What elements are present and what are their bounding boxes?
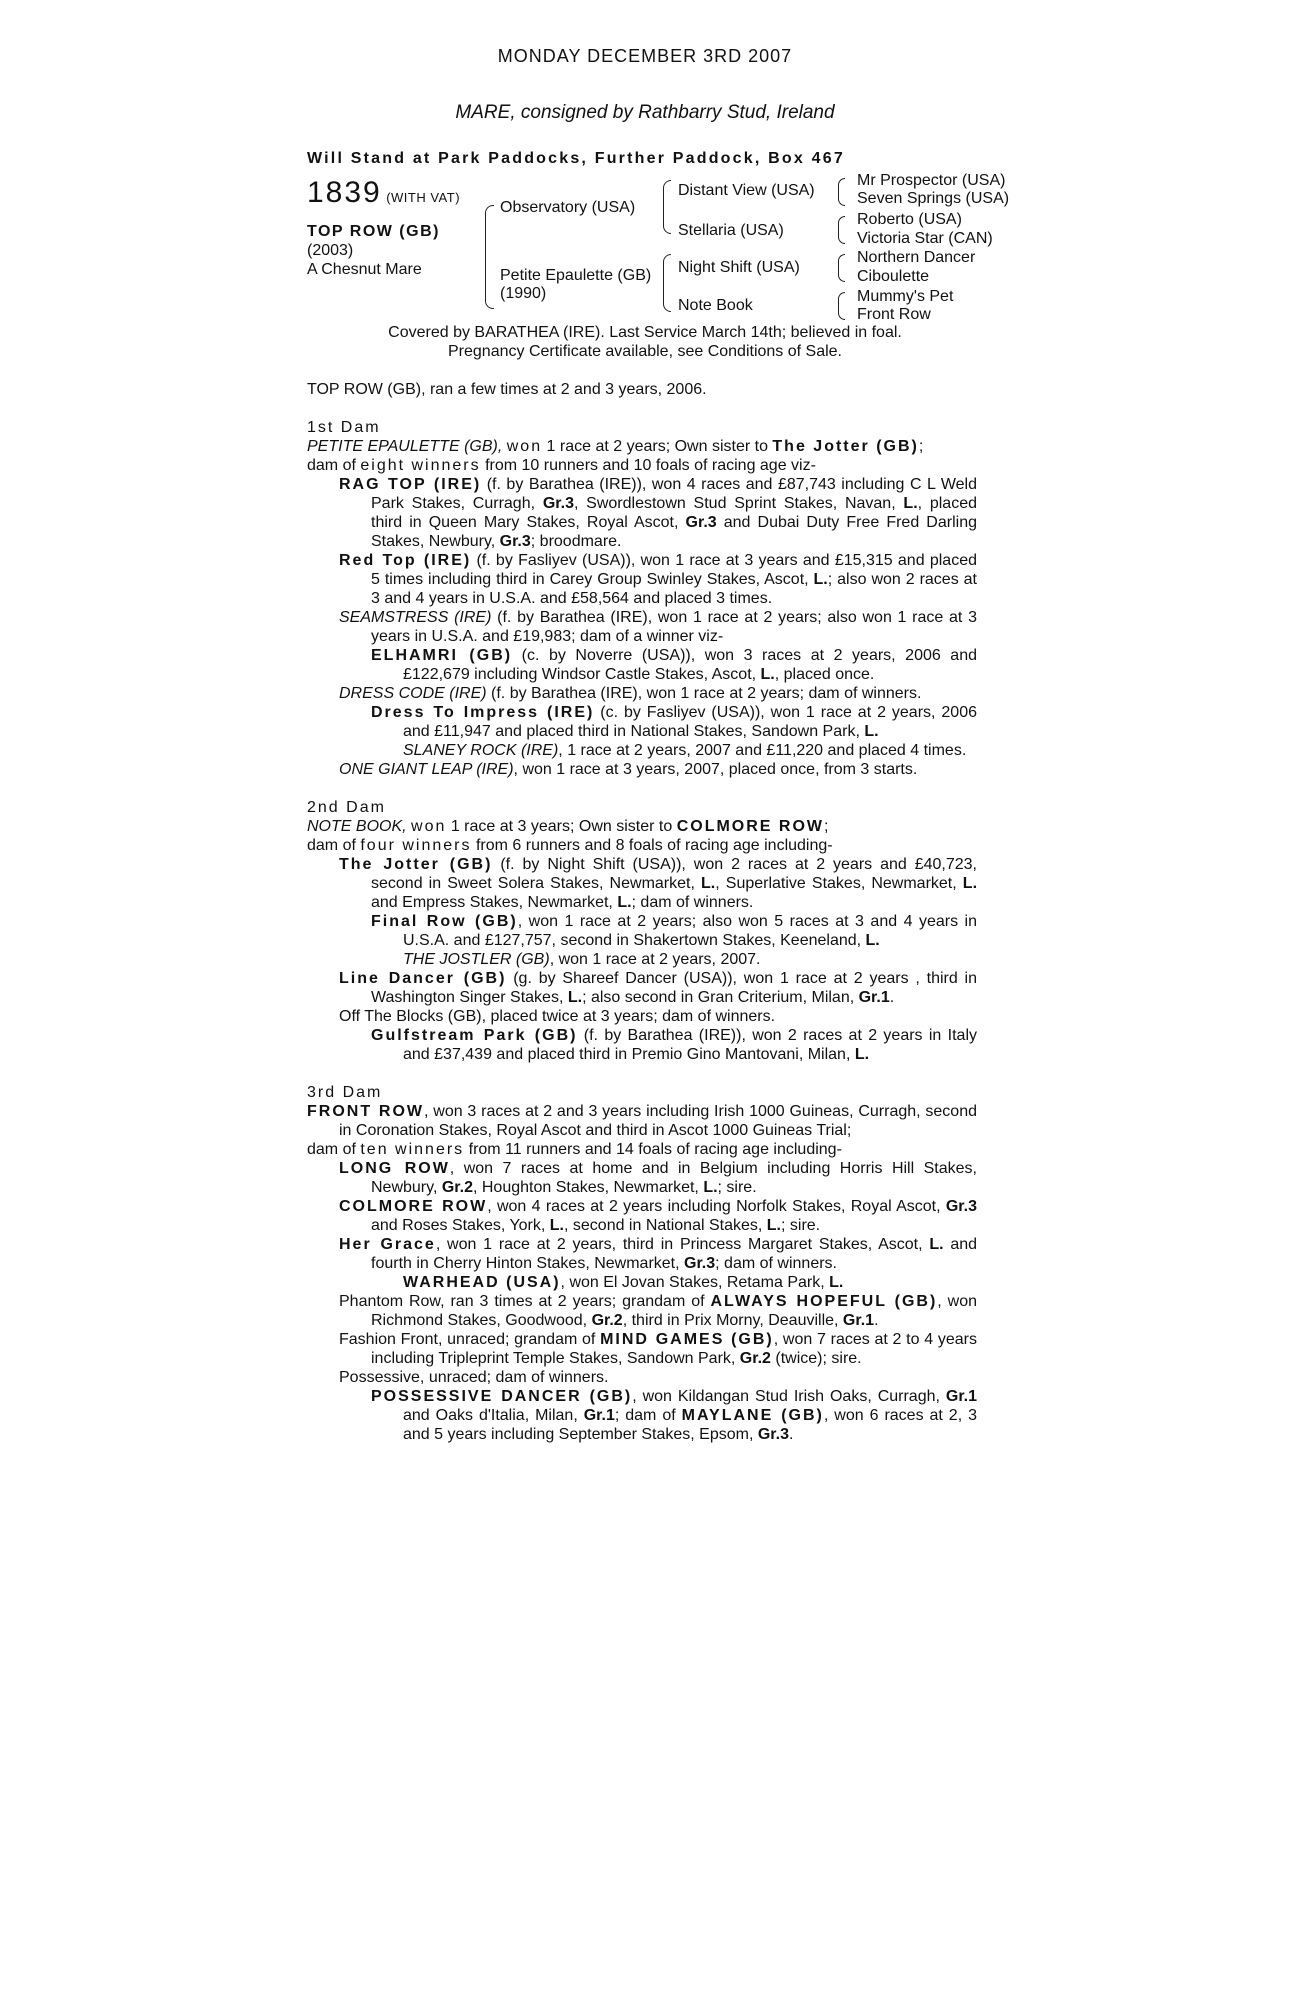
- dam2-entry-final-row: Final Row (GB), won 1 race at 2 years; also won 5 races at 3 and 4 years in U.S.A. and £127,757, second in Shakertown Stakes, Keeneland, L.: [371, 913, 978, 949]
- dam3-entry-her-grace: Her Grace, won 1 race at 2 years, third in Princess Margaret Stakes, Ascot, L. and fourth in Cherry Hinton Stakes, Newmarket, Gr.3; dam of winners.: [339, 1236, 978, 1272]
- catalogue-body: [307, 380, 977, 1444]
- pedigree-gen3-5: Northern Dancer: [857, 249, 976, 266]
- dam2-heading: 2nd Dam: [307, 799, 386, 816]
- race-record: TOP ROW (GB), ran a few times at 2 and 3 years, 2006.: [307, 381, 707, 398]
- brace-gen3-a: [838, 178, 845, 206]
- dam3-entry-phantom-row: Phantom Row, ran 3 times at 2 years; grandam of ALWAYS HOPEFUL (GB), won Richmond Stakes, Goodwood, Gr.2, third in Prix Morny, Deauville, Gr.1.: [339, 1293, 978, 1329]
- dam1-entry-seamstress: SEAMSTRESS (IRE) (f. by Barathea (IRE), won 1 race at 2 years; also won 1 race at 3 years in U.S.A. and £19,983; dam of a winner viz-: [339, 609, 978, 645]
- brace-gen2-a: [663, 180, 671, 234]
- brace-gen3-b: [838, 216, 845, 244]
- dam1-entry-red-top: Red Top (IRE) (f. by Fasliyev (USA)), won 1 race at 3 years and £15,315 and placed 5 times including third in Carey Group Swinley Stakes, Ascot, L.; also won 2 races at 3 and 4 years in U.S.A. and £58,564 and placed 3 times.: [339, 552, 977, 607]
- dam1-line1: PETITE EPAULETTE (GB), won 1 race at 2 years; Own sister to The Jotter (GB);: [307, 438, 924, 455]
- pedigree-gen3-3: Roberto (USA): [857, 211, 962, 228]
- dam3-entry-possessive-dancer: POSSESSIVE DANCER (GB), won Kildangan Stud Irish Oaks, Curragh, Gr.1 and Oaks d'Italia, Milan, Gr.1; dam of MAYLANE (GB), won 6 races at 2, 3 and 5 years including September Stakes, Epsom, Gr.3.: [371, 1388, 978, 1443]
- horse-name: TOP ROW (GB): [307, 223, 440, 240]
- dam3-entry-long-row: LONG ROW, won 7 races at home and in Belgium including Horris Hill Stakes, Newbury, Gr.2, Houghton Stakes, Newmarket, L.; sire.: [339, 1160, 977, 1196]
- dam3-entry-fashion-front: Fashion Front, unraced; grandam of MIND GAMES (GB), won 7 races at 2 to 4 years including Tripleprint Temple Stakes, Sandown Park, Gr.2 (twice); sire.: [339, 1331, 977, 1367]
- vat-note: (WITH VAT): [386, 190, 461, 205]
- pedigree-dam-year: (1990): [500, 285, 547, 302]
- dam3-entry-possessive: Possessive, unraced; dam of winners.: [339, 1369, 609, 1386]
- dam1-entry-one-giant-leap: ONE GIANT LEAP (IRE), won 1 race at 3 years, 2007, placed once, from 3 starts.: [339, 761, 918, 778]
- dam2-line1: NOTE BOOK, won 1 race at 3 years; Own sister to COLMORE ROW;: [307, 818, 829, 835]
- sale-date: MONDAY DECEMBER 3RD 2007: [497, 46, 793, 66]
- dam1-heading: 1st Dam: [307, 419, 381, 436]
- dam2-line2: dam of four winners from 6 runners and 8 foals of racing age including-: [307, 837, 833, 854]
- pedigree-gen3-2: Seven Springs (USA): [857, 190, 1010, 207]
- dam1-line2: dam of eight winners from 10 runners and 10 foals of racing age viz-: [307, 457, 816, 474]
- dam3-line2: dam of ten winners from 11 runners and 14 foals of racing age including-: [307, 1141, 842, 1158]
- dam1-entry-slaney-rock: SLANEY ROCK (IRE), 1 race at 2 years, 2007 and £11,220 and placed 4 times.: [403, 742, 967, 759]
- pedigree-sire: Observatory (USA): [500, 199, 636, 216]
- pedigree-gen2-1: Distant View (USA): [678, 182, 815, 199]
- dam3-heading: 3rd Dam: [307, 1084, 383, 1101]
- pedigree-gen3-8: Front Row: [857, 306, 931, 323]
- brace-gen3-d: [838, 292, 845, 320]
- lot-number: 1839: [307, 176, 382, 209]
- dam3-line1: FRONT ROW, won 3 races at 2 and 3 years including Irish 1000 Guineas, Curragh, second in Coronation Stakes, Royal Ascot and third in Ascot 1000 Guineas Trial;: [307, 1103, 977, 1139]
- horse-year: (2003): [307, 242, 354, 259]
- horse-description: A Chesnut Mare: [307, 261, 422, 278]
- pedigree-gen3-1: Mr Prospector (USA): [857, 172, 1006, 189]
- pedigree-gen2-4: Note Book: [678, 297, 753, 314]
- dam1-entry-dress-code: DRESS CODE (IRE) (f. by Barathea (IRE), won 1 race at 2 years; dam of winners.: [339, 685, 922, 702]
- brace-gen1: [485, 205, 494, 309]
- brace-gen2-b: [663, 254, 671, 312]
- pedigree-gen2-2: Stellaria (USA): [678, 222, 784, 239]
- dam1-entry-rag-top: RAG TOP (IRE) (f. by Barathea (IRE)), won 4 races and £87,743 including C L Weld Park Stakes, Curragh, Gr.3, Swordlestown Stud Sprint Stakes, Navan, L., placed third in Queen Mary Stakes, Royal Ascot, Gr.3 and Dubai Duty Free Fred Darling Stakes, Newbury, Gr.3; broodmare.: [339, 476, 978, 550]
- pedigree-gen3-7: Mummy's Pet: [857, 288, 954, 305]
- lot-number-block: [307, 176, 460, 210]
- covering-line: Covered by BARATHEA (IRE). Last Service March 14th; believed in foal.: [388, 324, 902, 341]
- dam1-entry-elhamri: ELHAMRI (GB) (c. by Noverre (USA)), won 3 races at 2 years, 2006 and £122,679 including Windsor Castle Stakes, Ascot, L., placed once.: [371, 647, 978, 683]
- horse-info: [307, 222, 440, 279]
- brace-gen3-c: [838, 254, 845, 282]
- pedigree-gen3-6: Ciboulette: [857, 268, 930, 285]
- dam2-entry-gulfstream-park: Gulfstream Park (GB) (f. by Barathea (IRE)), won 2 races at 2 years in Italy and £37,439 and placed third in Premio Gino Mantovani, Milan, L.: [371, 1027, 977, 1063]
- pedigree-gen2-3: Night Shift (USA): [678, 259, 800, 276]
- dam1-entry-dress-to-impress: Dress To Impress (IRE) (c. by Fasliyev (USA)), won 1 race at 2 years, 2006 and £11,947 and placed third in National Stakes, Sandown Park, L.: [371, 704, 978, 740]
- dam3-entry-colmore-row: COLMORE ROW, won 4 races at 2 years including Norfolk Stakes, Royal Ascot, Gr.3 and Roses Stakes, York, L., second in National Stakes, L.; sire.: [339, 1198, 977, 1234]
- dam2-entry-off-the-blocks: Off The Blocks (GB), placed twice at 3 years; dam of winners.: [339, 1008, 776, 1025]
- pregnancy-line: Pregnancy Certificate available, see Conditions of Sale.: [448, 343, 842, 360]
- dam2-entry-the-jostler: THE JOSTLER (GB), won 1 race at 2 years, 2007.: [403, 951, 761, 968]
- covering-info: [0, 323, 1290, 361]
- dam2-entry-the-jotter: The Jotter (GB) (f. by Night Shift (USA)), won 2 races at 2 years and £40,723, second in Sweet Solera Stakes, Newmarket, L., Superlative Stakes, Newmarket, L. and Empress Stakes, Newmarket, L.; dam of winners.: [339, 856, 978, 911]
- pedigree-dam: Petite Epaulette (GB): [500, 267, 652, 284]
- dam3-entry-warhead: WARHEAD (USA), won El Jovan Stakes, Retama Park, L.: [403, 1274, 844, 1291]
- dam2-entry-line-dancer: Line Dancer (GB) (g. by Shareef Dancer (USA)), won 1 race at 2 years , third in Washington Singer Stakes, L.; also second in Gran Criterium, Milan, Gr.1.: [339, 970, 978, 1006]
- stand-location: Will Stand at Park Paddocks, Further Paddock, Box 467: [307, 150, 845, 167]
- consignment-line: MARE, consigned by Rathbarry Stud, Ireland: [455, 102, 835, 123]
- pedigree-gen3-4: Victoria Star (CAN): [857, 230, 993, 247]
